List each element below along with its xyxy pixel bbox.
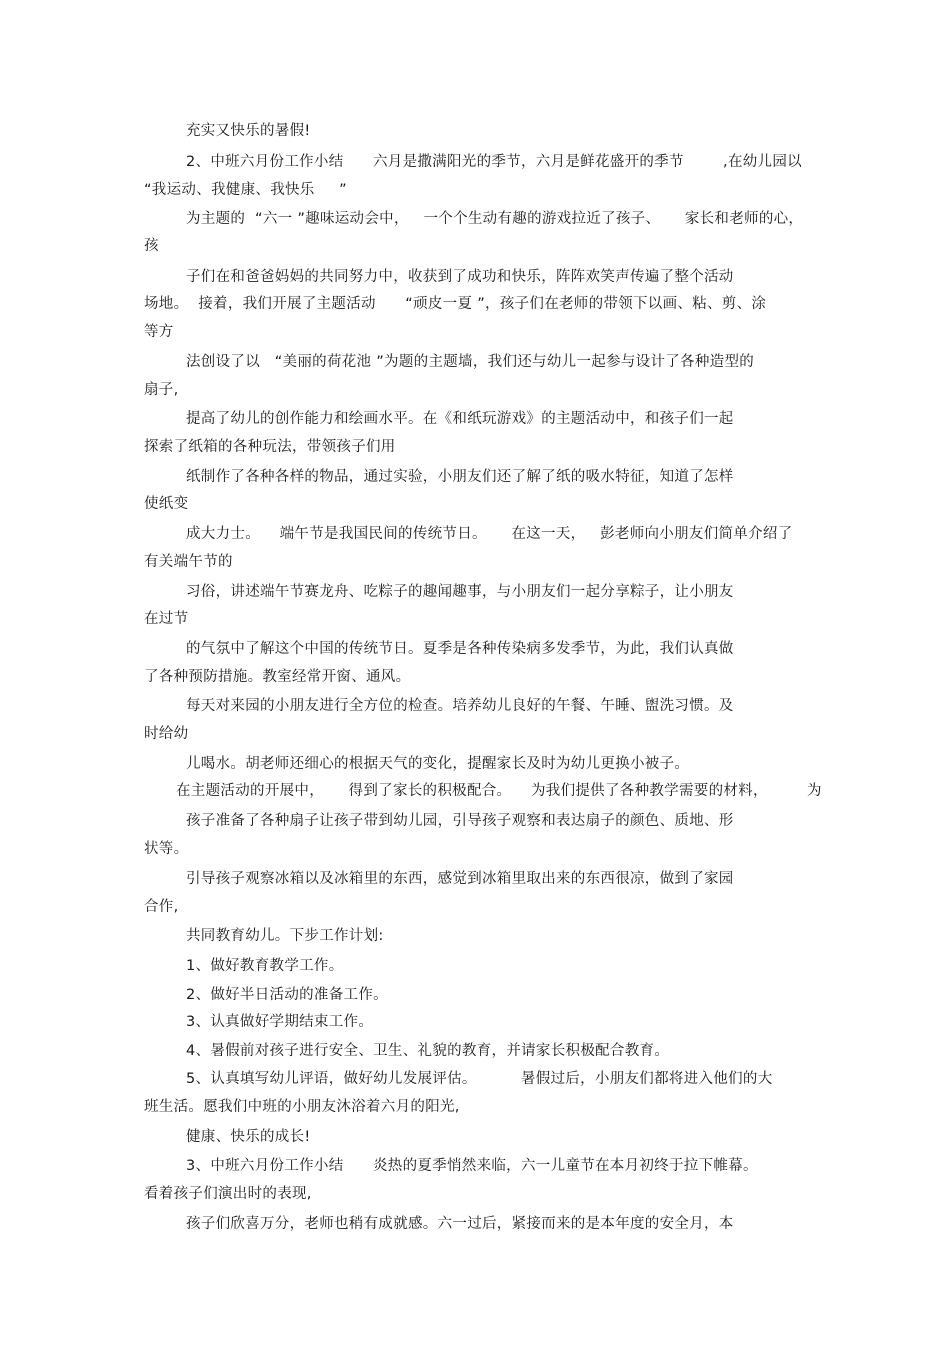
text-line: 的气氛中了解这个中国的传统节日。夏季是各种传染病多发季节，为此，我们认真做 — [186, 641, 734, 657]
text-line: 场地。 接着，我们开展了主题活动 “顽皮一夏 ”，孩子们在老师的带领下以画、粘、剪、涂 — [144, 296, 767, 312]
text-line: 探索了纸箱的各种玩法，带领孩子们用 — [144, 439, 396, 455]
text-line: “我运动、我健康、我快乐 ” — [144, 182, 347, 198]
text-line: 2、做好半日活动的准备工作。 — [186, 987, 388, 1003]
text-line: 法创设了以 “美丽的荷花池 ”为题的主题墙，我们还与幼儿一起参与设计了各种造型的 — [186, 354, 755, 370]
text-line: 在主题活动的开展中， 得到了家长的积极配合。 为我们提供了各种教学需要的材料， 为 — [176, 783, 822, 799]
text-line: 2、中班六月份工作小结 六月是撒满阳光的季节，六月是鲜花盛开的季节 ,在幼儿园以 — [186, 154, 802, 170]
text-line: 使纸变 — [144, 496, 189, 512]
text-line: 了各种预防措施。教室经常开窗、通风。 — [144, 669, 411, 685]
text-line: 班生活。愿我们中班的小朋友沐浴着六月的阳光, — [144, 1099, 460, 1115]
text-line: 看着孩子们演出时的表现, — [144, 1186, 312, 1202]
text-line: 共同教育幼儿。下步工作计划: — [186, 928, 384, 944]
text-line: 有关端午节的 — [144, 554, 233, 570]
text-line: 引导孩子观察冰箱以及冰箱里的东西，感觉到冰箱里取出来的东西很凉，做到了家园 — [186, 871, 734, 887]
text-line: 提高了幼儿的创作能力和绘画水平。在《和纸玩游戏》的主题活动中，和孩子们一起 — [186, 411, 734, 427]
text-line: 孩子们欣喜万分，老师也稍有成就感。六一过后，紧接而来的是本年度的安全月，本 — [186, 1216, 734, 1232]
text-line: 等方 — [144, 324, 174, 340]
text-line: 1、做好教育教学工作。 — [186, 958, 344, 974]
text-line: 成大力士。 端午节是我国民间的传统节日。 在这一天， 彭老师向小朋友们简单介绍了 — [186, 526, 793, 542]
text-line: 每天对来园的小朋友进行全方位的检查。培养幼儿良好的午餐、午睡、盥洗习惯。及 — [186, 698, 734, 714]
text-line: 纸制作了各种各样的物品，通过实验，小朋友们还了解了纸的吸水特征，知道了怎样 — [186, 469, 734, 485]
text-line: 儿喝水。胡老师还细心的根据天气的变化，提醒家长及时为幼儿更换小被子。 — [186, 756, 690, 772]
text-line: 5、认真填写幼儿评语，做好幼儿发展评估。 暑假过后，小朋友们都将进入他们的大 — [186, 1071, 773, 1087]
text-line: 为主题的 “六一 ”趣味运动会中， 一个个生动有趣的游戏拉近了孩子、 家长和老师的心， — [186, 211, 804, 227]
text-line: 3、认真做好学期结束工作。 — [186, 1014, 374, 1030]
text-line: 健康、快乐的成长! — [186, 1129, 311, 1145]
text-line: 孩子准备了各种扇子让孩子带到幼儿园，引导孩子观察和表达扇子的颜色、质地、形 — [186, 813, 734, 829]
text-line: 4、暑假前对孩子进行安全、卫生、礼貌的教育，并请家长积极配合教育。 — [186, 1043, 670, 1059]
text-line: 3、中班六月份工作小结 炎热的夏季悄然来临，六一儿童节在本月初终于拉下帷幕。 — [186, 1158, 758, 1174]
text-line: 合作, — [144, 899, 179, 915]
text-line: 习俗，讲述端午节赛龙舟、吃粽子的趣闻趣事，与小朋友们一起分享粽子，让小朋友 — [186, 584, 734, 600]
text-line: 时给幼 — [144, 726, 189, 742]
text-line: 充实又快乐的暑假! — [186, 123, 311, 139]
text-line: 扇子, — [144, 382, 179, 398]
text-line: 孩 — [144, 238, 159, 254]
text-line: 在过节 — [144, 611, 189, 627]
text-line: 子们在和爸爸妈妈的共同努力中，收获到了成功和快乐，阵阵欢笑声传遍了整个活动 — [186, 269, 734, 285]
text-line: 状等。 — [144, 841, 189, 857]
